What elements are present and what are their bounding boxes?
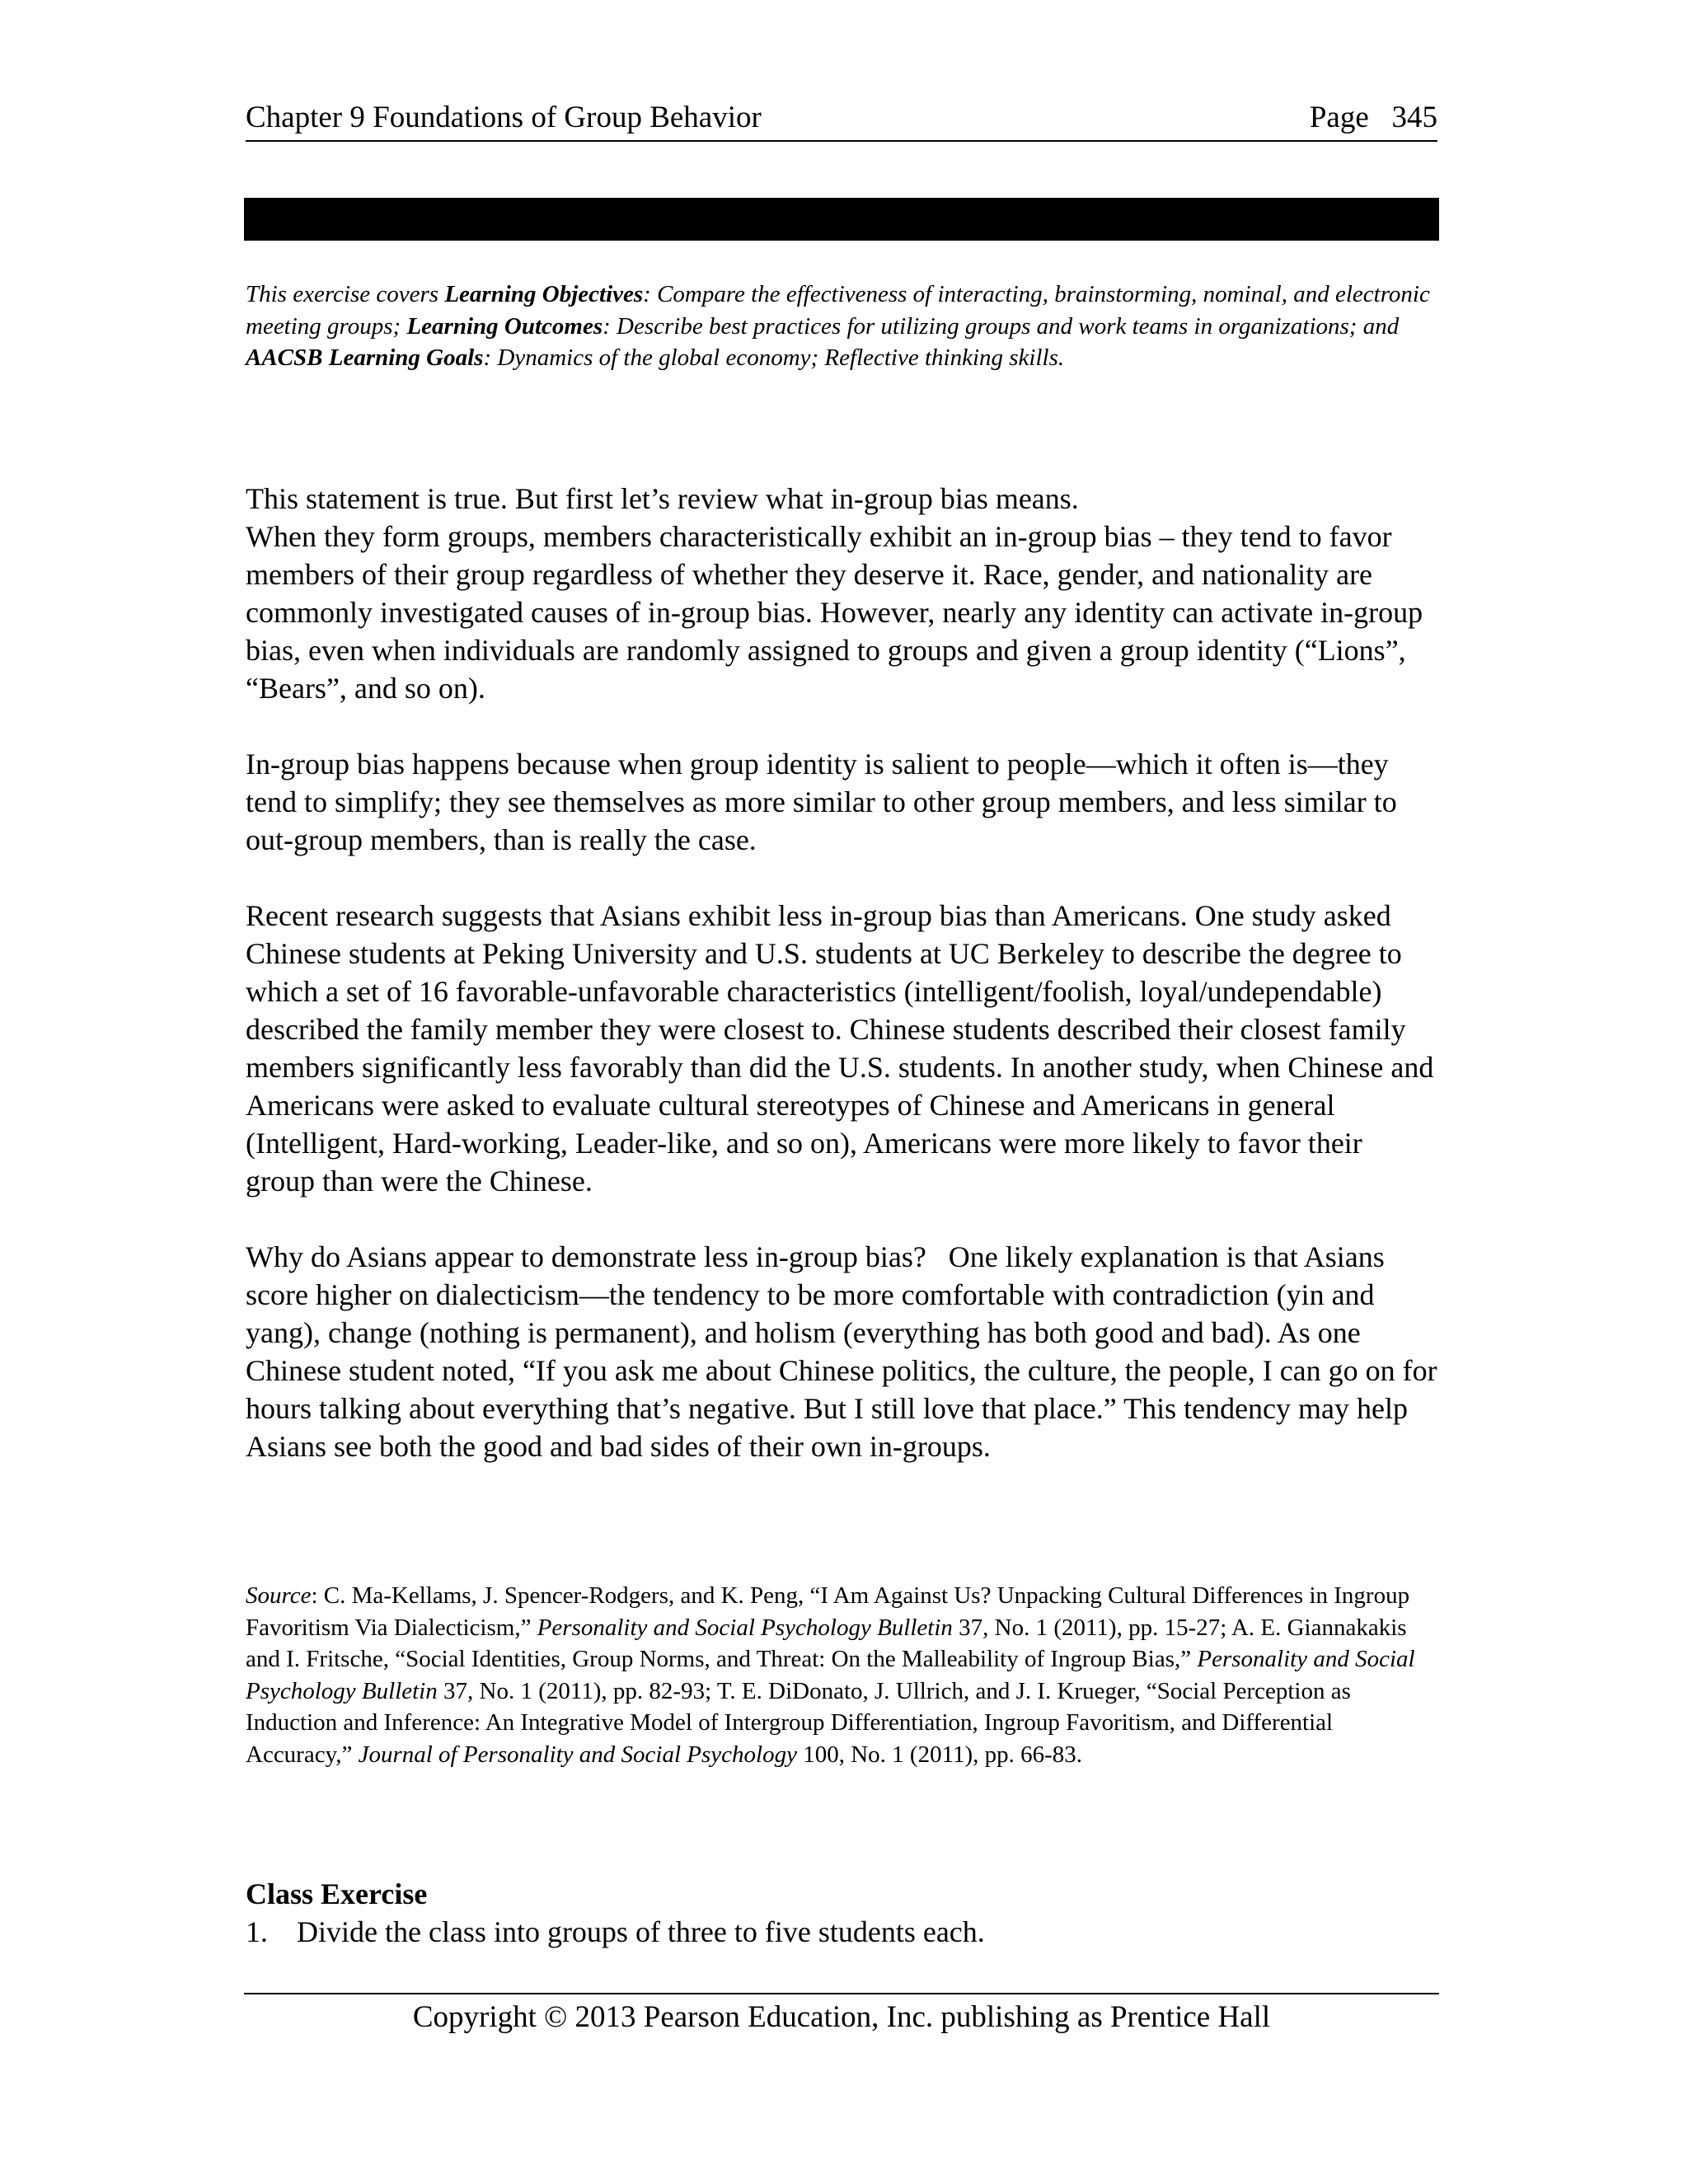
paragraph: Why do Asians appear to demonstrate less in-group bias? One likely explanation is that Asians score higher on dialecticism—the tendency to be more comfortable with contradiction (yin and yang), change (nothing is permanent), and holism (everything has both good and bad). As one Chinese student noted, “If you ask me about Chinese politics, the culture, the people, I can go on for hours talking about everything that’s negative. But I still love that place.” This tendency may help Asians see both the good and bad sides of their own in-groups. bbox=[246, 1240, 1445, 1463]
intro-line: This statement is true. But first let’s review what in-group bias means. bbox=[246, 482, 1079, 515]
redaction-bar bbox=[244, 198, 1439, 241]
outcomes-bold: Learning Outcomes bbox=[406, 312, 603, 340]
journal-title: Journal of Personality and Social Psychology bbox=[358, 1741, 797, 1768]
copyright-footer: Copyright © 2013 Pearson Education, Inc. publishing as Prentice Hall bbox=[412, 2000, 1271, 2034]
objectives-bold: Learning Objectives bbox=[444, 281, 644, 307]
page-number: Page 345 bbox=[1309, 101, 1437, 134]
journal-title: Personality and Social Psychology Bulletin bbox=[537, 1614, 953, 1641]
aacsb-bold: AACSB Learning Goals bbox=[246, 344, 484, 371]
citation-text: 37, No. 1 (2011), pp. 82-93; T. E. DiDonato, J. Ullrich, and J. I. Krueger, “Social Perception as Induction and Inference: An Integrative Model of Intergroup Differentiation, Ingroup Favoritism, and Differential Accuracy,” bbox=[246, 1677, 1351, 1768]
chapter-title: Chapter 9 Foundations of Group Behavior bbox=[246, 101, 762, 134]
objectives-text: This exercise covers bbox=[246, 281, 445, 307]
paragraph: When they form groups, members characteristically exhibit an in-group bias – they tend to favor members of their group regardless of whether they deserve it. Race, gender, and nationality are commonly investigated causes of in-group bias. However, nearly any identity can activate in-group bias, even when individuals are randomly assigned to groups and given a group identity (“Lions”, “Bears”, and so on). bbox=[246, 520, 1423, 705]
section-heading: Class Exercise bbox=[246, 1877, 428, 1910]
citation-text: 37, No. 1 (2011), pp. 15-27; A. E. Giannakakis and I. Fritsche, “Social Identities, Group Norms, and Threat: On the Malleability of Ingroup Bias,” bbox=[246, 1614, 1407, 1672]
source-label: Source bbox=[246, 1582, 312, 1609]
list-item bbox=[246, 1913, 1437, 1951]
citation-text: : C. Ma-Kellams, J. Spencer-Rodgers, and K. Peng, “I Am Against Us? Unpacking Cultural Differences in Ingroup Favoritism Via Dialecticism,” bbox=[246, 1582, 1410, 1641]
paragraph: Recent research suggests that Asians exhibit less in-group bias than Americans. One study asked Chinese students at Peking University and U.S. students at UC Berkeley to describe the degree to which a set of 16 favorable-unfavorable characteristics (intelligent/foolish, loyal/undependable) described the family member they were closest to. Chinese students described their closest family members significantly less favorably than did the U.S. students. In another study, when Chinese and Americans were asked to evaluate cultural stereotypes of Chinese and Americans in general (Intelligent, Hard-working, Leader-like, and so on), Americans were more likely to favor their group than were the Chinese. bbox=[246, 899, 1434, 1197]
objectives-text: : Compare the effectiveness of interacting, brainstorming, nominal, and electronic meeting groups; bbox=[246, 281, 1430, 340]
footer-divider bbox=[244, 1993, 1439, 1994]
learning-objectives bbox=[246, 279, 1437, 374]
journal-title: Personality and Social Psychology Bulletin bbox=[246, 1646, 1415, 1704]
class-exercise bbox=[246, 1875, 1437, 1951]
list-text: Divide the class into groups of three to five students each. bbox=[297, 1915, 985, 1948]
body-text bbox=[246, 480, 1445, 1465]
objectives-text: : Describe best practices for utilizing groups and work teams in organizations; and bbox=[603, 312, 1400, 340]
list-number: 1. bbox=[246, 1915, 268, 1948]
citation-text: 100, No. 1 (2011), pp. 66-83. bbox=[796, 1741, 1083, 1768]
source-citation bbox=[246, 1580, 1437, 1770]
objectives-text: : Dynamics of the global economy; Reflective thinking skills. bbox=[483, 344, 1065, 371]
paragraph: In-group bias happens because when group identity is salient to people—which it often is—they tend to simplify; they see themselves as more similar to other group members, and less similar to out-group members, than is really the case. bbox=[246, 748, 1397, 856]
page-header bbox=[246, 97, 1437, 142]
